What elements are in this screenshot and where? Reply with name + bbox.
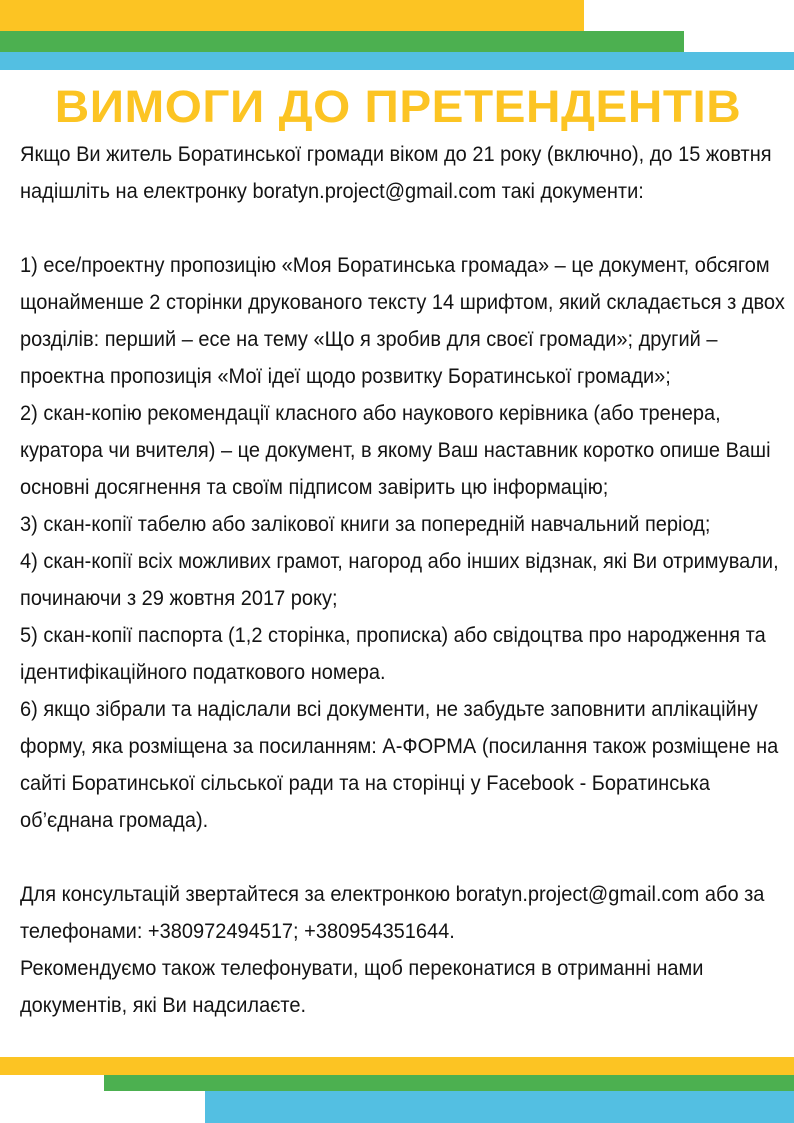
bottom-banner — [0, 1057, 794, 1123]
requirement-item-2: 2) скан-копію рекомендації класного або наукового керівника (або тренера, куратора чи вчителя) – це документ, в якому Ваш наставник коротко опише Ваші основні досягнення та своїм підписом завірить цю інформацію; — [20, 401, 771, 499]
requirement-item-4: 4) скан-копії всіх можливих грамот, нагород або інших відзнак, які Ви отримували, починаючи з 29 жовтня 2017 року; — [20, 549, 779, 610]
requirement-item-1: 1) есе/проектну пропозицію «Моя Боратинська громада» – це документ, обсягом щонайменше 2 сторінки друкованого тексту 14 шрифтом, який складається з двох розділів: перший – есе на тему «Що я зробив для своєї громади»; другий – проектна пропозиція «Мої ідеї щодо розвитку Боратинської громади»; — [20, 253, 785, 388]
requirement-item-6: 6) якщо зібрали та надіслали всі документи, не забудьте заповнити аплікаційну форму, яка розміщена за посиланням: А-ФОРМА (посилання також розміщене на сайті Боратинської сільської ради та на сторінці у Facebook - Боратинська об’єднана громада). — [20, 697, 779, 832]
poster-content — [0, 70, 794, 1024]
top-banner — [0, 0, 794, 70]
page-title: ВИМОГИ ДО ПРЕТЕНДЕНТІВ — [54, 81, 742, 132]
requirement-item-5: 5) скан-копії паспорта (1,2 сторінка, прописка) або свідоцтва про народження та ідентифікаційного податкового номера. — [20, 623, 766, 684]
paragraph-spacer-2 — [20, 839, 794, 876]
requirement-item-3: 3) скан-копії табелю або залікової книги за попередній навчальний період; — [20, 512, 711, 536]
bottom-banner-yellow-stripe — [0, 1057, 794, 1075]
bottom-banner-green-stripe — [104, 1075, 794, 1091]
paragraph-spacer — [20, 210, 794, 247]
contact-paragraph: Для консультацій звертайтеся за електронкою boratyn.project@gmail.com або за телефонами: +380972494517; +380954351644. — [20, 882, 765, 943]
top-banner-blue-stripe — [0, 52, 794, 70]
recommendation-paragraph: Рекомендуємо також телефонувати, щоб переконатися в отриманні нами документів, які Ви надсилаєте. — [20, 956, 704, 1017]
body-text-block — [20, 136, 794, 1024]
top-banner-green-stripe — [0, 31, 684, 52]
intro-paragraph: Якщо Ви житель Боратинської громади віком до 21 року (включно), до 15 жовтня надішліть на електронку boratyn.project@gmail.com такі документи: — [20, 142, 772, 203]
top-banner-yellow-stripe — [0, 0, 584, 31]
bottom-banner-blue-stripe — [205, 1091, 794, 1123]
